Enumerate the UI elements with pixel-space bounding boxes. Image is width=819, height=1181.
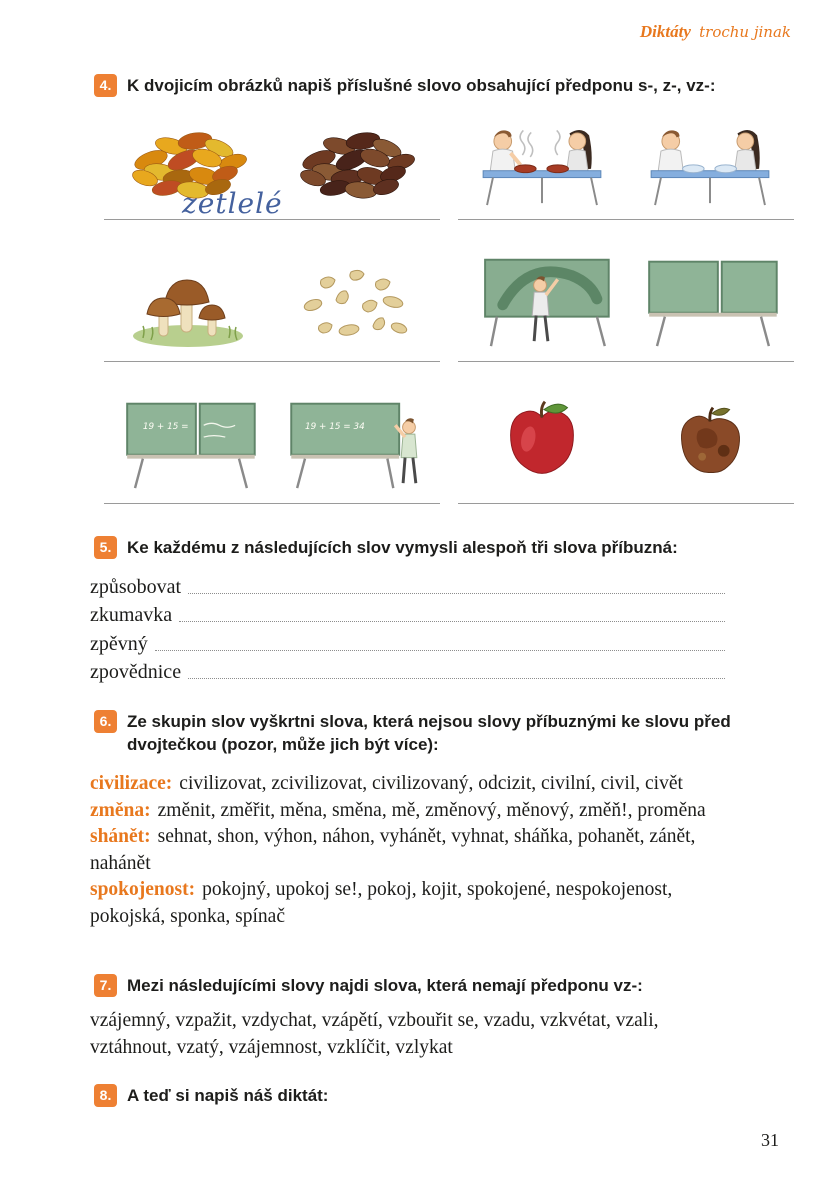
fill-in-row (90, 599, 725, 628)
fresh-mushrooms-image (113, 250, 263, 350)
board-with-teacher-image (276, 388, 436, 492)
word-prompt: způsobovat (90, 575, 182, 598)
answer-line[interactable] (458, 350, 794, 362)
handwritten-answer: zetlelé (182, 187, 283, 220)
group-words: sehnat, shon, výhon, náhon, vyhánět, vyhnat, sháňka, pohanět, zánět, nahánět (90, 826, 696, 874)
group-words: změnit, změřit, měna, směna, mě, změnový, měnový, změň!, proměna (157, 799, 706, 821)
exercise-6-body (90, 771, 729, 930)
answer-dots[interactable] (188, 593, 725, 594)
exercise-4-image-grid (104, 104, 795, 530)
rotten-leaves-image (281, 108, 431, 208)
book-header (640, 22, 791, 42)
exercise-7-title: Mezi následujícími slovy najdi slova, která nemají předponu vz-: (127, 976, 643, 995)
image-pair-board-writing (104, 388, 440, 504)
exercise-5-list (90, 570, 725, 684)
answer-line[interactable] (104, 350, 440, 362)
exercise-5-number-badge: 5. (94, 536, 117, 559)
exercise-6-number-badge: 6. (94, 710, 117, 733)
answer-line[interactable] (458, 492, 794, 504)
exercise-4-title: K dvojicím obrázků napiš příslušné slovo obsahující předponu s-, z-, vz-: (127, 76, 716, 95)
exercise-4-number-badge: 4. (94, 74, 117, 97)
image-pair-mushrooms (104, 246, 440, 362)
exercise-5-title: Ke každému z následujících slov vymysli alespoň tři slova příbuzná: (127, 538, 678, 557)
rotten-apple-image (660, 388, 760, 492)
answer-dots[interactable] (155, 650, 725, 651)
image-row-3 (104, 388, 795, 504)
fill-in-row (90, 656, 725, 685)
image-pair-leaves (104, 104, 440, 220)
page-number: 31 (761, 1130, 779, 1150)
group-keyword: shánět: (90, 826, 151, 847)
image-pair-apples (458, 388, 794, 504)
image-row-2 (104, 246, 795, 362)
image-pair-meal (458, 104, 794, 220)
word-group (90, 824, 729, 877)
group-words: civilizovat, zcivilizovat, civilizovaný, odcizit, civilní, civil, civět (179, 773, 683, 794)
word-prompt: zpěvný (90, 632, 148, 655)
fill-in-row (90, 570, 725, 599)
exercise-6-header (94, 710, 763, 756)
word-group (90, 771, 729, 798)
word-group (90, 798, 729, 825)
answer-line[interactable] (104, 492, 440, 504)
exercise-7-header (94, 974, 763, 997)
exercise-6-title: Ze skupin slov vyškrtni slova, která nejsou slovy příbuznými ke slovu před dvojtečkou (pozor, může jich být více): (127, 712, 731, 754)
book-title-script: trochu jinak (699, 23, 791, 41)
group-keyword: změna: (90, 799, 151, 821)
image-pair-board-wipe (458, 246, 794, 362)
fresh-apple-image (492, 388, 592, 492)
dried-mushrooms-image (281, 250, 431, 350)
exercise-8-header (94, 1084, 763, 1107)
fill-in-row (90, 627, 725, 656)
word-list: vzájemný, vzpažit, vzdychat, vzápětí, vzbouřit se, vzadu, vzkvétat, vzali, vztáhnout, vzatý, vzájemnost, vzklíčit, vzlykat (90, 1010, 659, 1058)
finished-meal-image (630, 104, 790, 208)
hot-meal-image (462, 104, 622, 208)
exercise-8-number-badge: 8. (94, 1084, 117, 1107)
exercise-4-header (94, 74, 763, 97)
exercise-7-body (90, 1008, 729, 1061)
exercise-7-number-badge: 7. (94, 974, 117, 997)
group-keyword: spokojenost: (90, 879, 196, 900)
answer-line[interactable] (458, 208, 794, 220)
svg-text:19 + 15 =: 19 + 15 = (142, 422, 189, 433)
answer-dots[interactable] (179, 621, 725, 622)
svg-text:19 + 15 = 34: 19 + 15 = 34 (304, 422, 365, 433)
clean-board-image (630, 246, 790, 350)
word-group (90, 877, 729, 930)
word-prompt: zpovědnice (90, 661, 182, 683)
wiping-board-image (462, 246, 622, 350)
written-board-image (108, 388, 268, 492)
exercise-5-header (94, 536, 763, 559)
group-keyword: civilizace: (90, 773, 173, 794)
answer-dots[interactable] (188, 678, 725, 679)
exercise-8-title: A teď si napiš náš diktát: (127, 1086, 329, 1105)
book-title-main: Diktáty (639, 22, 691, 41)
image-row-1 (104, 104, 795, 220)
group-words: pokojný, upokoj se!, pokoj, kojit, spokojené, nespokojenost, pokojská, sponka, spínač (90, 879, 673, 927)
word-prompt: zkumavka (90, 604, 173, 626)
